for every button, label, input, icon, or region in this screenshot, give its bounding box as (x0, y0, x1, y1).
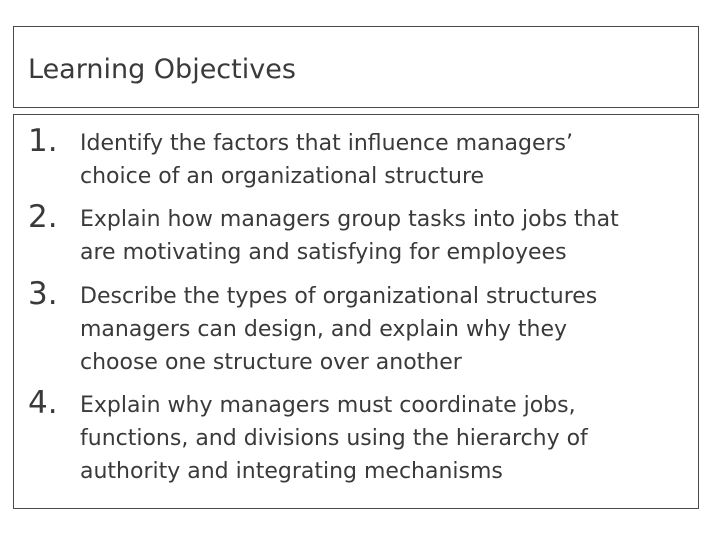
objective-text-line: choice of an organizational structure (80, 164, 485, 189)
objective-number: 2. (28, 199, 58, 235)
objective-text-line: authority and integrating mechanisms (80, 459, 503, 484)
objectives-box (13, 114, 699, 509)
objective-text-line: choose one structure over another (80, 350, 462, 375)
slide-title: Learning Objectives (28, 54, 296, 85)
objective-text-line: functions, and divisions using the hierarchy of (80, 426, 588, 451)
objective-number: 4. (28, 385, 58, 421)
objective-text-line: Describe the types of organizational structures (80, 284, 598, 309)
title-box (13, 26, 699, 108)
objective-text-line: Explain how managers group tasks into jobs that (80, 207, 619, 232)
objective-text-line: are motivating and satisfying for employees (80, 240, 567, 265)
objective-number: 1. (28, 123, 58, 159)
objective-text-line: Explain why managers must coordinate jobs, (80, 393, 576, 418)
objective-text-line: Identify the factors that influence managers’ (80, 131, 574, 156)
objective-text-line: managers can design, and explain why they (80, 317, 568, 342)
objective-number: 3. (28, 276, 58, 312)
